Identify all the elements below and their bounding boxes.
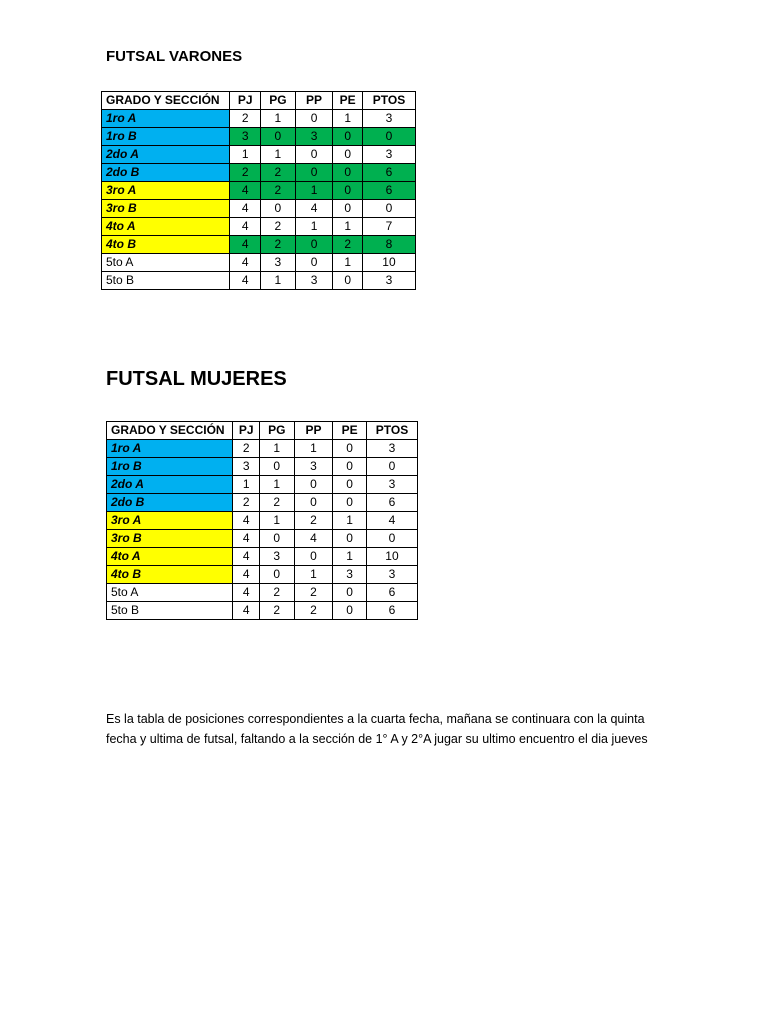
- stat-cell: 1: [259, 440, 294, 458]
- stat-cell: 4: [294, 530, 333, 548]
- note-line: fecha y ultima de futsal, faltando a la sección de 1° A y 2°A jugar su ultimo encuentro el dia jueves: [106, 732, 648, 746]
- stat-cell: 0: [261, 200, 296, 218]
- column-header: PTOS: [362, 92, 415, 110]
- stat-cell: 4: [230, 272, 261, 290]
- column-header: PE: [333, 92, 363, 110]
- table-row: [107, 530, 418, 548]
- column-header: PG: [261, 92, 296, 110]
- team-cell: 2do A: [107, 476, 233, 494]
- mujeres-table: [106, 421, 418, 620]
- table-row: [107, 476, 418, 494]
- stat-cell: 3: [295, 272, 333, 290]
- stat-cell: 3: [366, 476, 417, 494]
- table-row: [102, 272, 416, 290]
- stat-cell: 10: [362, 254, 415, 272]
- table-row: [102, 236, 416, 254]
- stat-cell: 6: [366, 494, 417, 512]
- stat-cell: 4: [233, 512, 260, 530]
- stat-cell: 1: [261, 110, 296, 128]
- team-cell: 2do A: [102, 146, 230, 164]
- stat-cell: 0: [366, 530, 417, 548]
- stat-cell: 0: [333, 458, 367, 476]
- stat-cell: 2: [230, 110, 261, 128]
- stat-cell: 3: [362, 146, 415, 164]
- stat-cell: 0: [333, 182, 363, 200]
- stat-cell: 1: [333, 254, 363, 272]
- stat-cell: 0: [333, 128, 363, 146]
- stat-cell: 0: [294, 494, 333, 512]
- varones-title: FUTSAL VARONES: [106, 48, 243, 65]
- team-cell: 4to B: [102, 236, 230, 254]
- stat-cell: 2: [259, 584, 294, 602]
- stat-cell: 1: [333, 218, 363, 236]
- stat-cell: 0: [259, 458, 294, 476]
- column-header: PJ: [233, 422, 260, 440]
- stat-cell: 0: [295, 110, 333, 128]
- stat-cell: 0: [362, 128, 415, 146]
- table-row: [107, 458, 418, 476]
- stat-cell: 1: [230, 146, 261, 164]
- table-row: [107, 584, 418, 602]
- team-cell: 5to B: [107, 602, 233, 620]
- stat-cell: 1: [295, 182, 333, 200]
- column-header-team: GRADO Y SECCIÓN: [102, 92, 230, 110]
- column-header: PG: [259, 422, 294, 440]
- stat-cell: 4: [230, 254, 261, 272]
- stat-cell: 4: [233, 548, 260, 566]
- note-paragraph: [106, 709, 686, 749]
- stat-cell: 0: [259, 566, 294, 584]
- note-line: Es la tabla de posiciones correspondientes a la cuarta fecha, mañana se continuara con la quinta: [106, 712, 645, 726]
- stat-cell: 6: [362, 182, 415, 200]
- stat-cell: 1: [333, 512, 367, 530]
- stat-cell: 6: [362, 164, 415, 182]
- team-cell: 4to B: [107, 566, 233, 584]
- mujeres-title: FUTSAL MUJERES: [106, 368, 287, 390]
- stat-cell: 1: [295, 218, 333, 236]
- stat-cell: 7: [362, 218, 415, 236]
- stat-cell: 0: [295, 164, 333, 182]
- stat-cell: 6: [366, 602, 417, 620]
- stat-cell: 0: [333, 146, 363, 164]
- stat-cell: 1: [294, 440, 333, 458]
- team-cell: 5to B: [102, 272, 230, 290]
- stat-cell: 1: [233, 476, 260, 494]
- team-cell: 1ro A: [102, 110, 230, 128]
- stat-cell: 6: [366, 584, 417, 602]
- stat-cell: 0: [333, 440, 367, 458]
- stat-cell: 0: [294, 476, 333, 494]
- table-row: [102, 146, 416, 164]
- stat-cell: 2: [261, 218, 296, 236]
- stat-cell: 1: [333, 548, 367, 566]
- table-row: [107, 494, 418, 512]
- stat-cell: 3: [294, 458, 333, 476]
- stat-cell: 3: [295, 128, 333, 146]
- team-cell: 4to A: [102, 218, 230, 236]
- stat-cell: 0: [362, 200, 415, 218]
- stat-cell: 1: [294, 566, 333, 584]
- table-header-row: [107, 422, 418, 440]
- stat-cell: 2: [233, 494, 260, 512]
- stat-cell: 4: [233, 602, 260, 620]
- column-header: PJ: [230, 92, 261, 110]
- table-row: [102, 182, 416, 200]
- stat-cell: 3: [362, 272, 415, 290]
- stat-cell: 2: [261, 182, 296, 200]
- column-header: PP: [294, 422, 333, 440]
- column-header: PTOS: [366, 422, 417, 440]
- team-cell: 2do B: [102, 164, 230, 182]
- team-cell: 2do B: [107, 494, 233, 512]
- team-cell: 3ro B: [102, 200, 230, 218]
- stat-cell: 0: [333, 272, 363, 290]
- team-cell: 1ro A: [107, 440, 233, 458]
- stat-cell: 10: [366, 548, 417, 566]
- stat-cell: 3: [261, 254, 296, 272]
- stat-cell: 4: [233, 584, 260, 602]
- stat-cell: 0: [333, 476, 367, 494]
- stat-cell: 2: [230, 164, 261, 182]
- stat-cell: 0: [333, 494, 367, 512]
- stat-cell: 2: [261, 236, 296, 254]
- stat-cell: 3: [362, 110, 415, 128]
- table-row: [102, 164, 416, 182]
- stat-cell: 3: [230, 128, 261, 146]
- stat-cell: 1: [259, 512, 294, 530]
- stat-cell: 1: [333, 110, 363, 128]
- stat-cell: 4: [230, 200, 261, 218]
- stat-cell: 0: [333, 164, 363, 182]
- table-header-row: [102, 92, 416, 110]
- stat-cell: 3: [366, 440, 417, 458]
- stat-cell: 0: [294, 548, 333, 566]
- team-cell: 1ro B: [107, 458, 233, 476]
- stat-cell: 4: [233, 566, 260, 584]
- stat-cell: 4: [295, 200, 333, 218]
- team-cell: 1ro B: [102, 128, 230, 146]
- stat-cell: 8: [362, 236, 415, 254]
- stat-cell: 2: [259, 602, 294, 620]
- stat-cell: 3: [233, 458, 260, 476]
- team-cell: 4to A: [107, 548, 233, 566]
- stat-cell: 4: [230, 182, 261, 200]
- team-cell: 3ro B: [107, 530, 233, 548]
- column-header: PP: [295, 92, 333, 110]
- stat-cell: 0: [333, 530, 367, 548]
- table-row: [102, 218, 416, 236]
- column-header-team: GRADO Y SECCIÓN: [107, 422, 233, 440]
- stat-cell: 0: [295, 236, 333, 254]
- stat-cell: 4: [230, 236, 261, 254]
- table-row: [107, 602, 418, 620]
- stat-cell: 0: [333, 602, 367, 620]
- table-row: [107, 548, 418, 566]
- team-cell: 5to A: [107, 584, 233, 602]
- table-row: [107, 512, 418, 530]
- table-row: [102, 110, 416, 128]
- stat-cell: 2: [294, 512, 333, 530]
- stat-cell: 2: [261, 164, 296, 182]
- team-cell: 5to A: [102, 254, 230, 272]
- table-row: [102, 128, 416, 146]
- stat-cell: 2: [333, 236, 363, 254]
- stat-cell: 4: [233, 530, 260, 548]
- stat-cell: 0: [295, 254, 333, 272]
- stat-cell: 1: [261, 146, 296, 164]
- stat-cell: 2: [259, 494, 294, 512]
- stat-cell: 0: [333, 200, 363, 218]
- table-row: [102, 200, 416, 218]
- team-cell: 3ro A: [102, 182, 230, 200]
- column-header: PE: [333, 422, 367, 440]
- stat-cell: 0: [259, 530, 294, 548]
- table-row: [102, 254, 416, 272]
- stat-cell: 4: [366, 512, 417, 530]
- stat-cell: 3: [333, 566, 367, 584]
- team-cell: 3ro A: [107, 512, 233, 530]
- stat-cell: 0: [333, 584, 367, 602]
- stat-cell: 0: [261, 128, 296, 146]
- stat-cell: 2: [294, 584, 333, 602]
- stat-cell: 4: [230, 218, 261, 236]
- varones-table: [101, 91, 416, 290]
- stat-cell: 3: [259, 548, 294, 566]
- stat-cell: 1: [261, 272, 296, 290]
- stat-cell: 1: [259, 476, 294, 494]
- stat-cell: 2: [294, 602, 333, 620]
- stat-cell: 0: [366, 458, 417, 476]
- table-row: [107, 566, 418, 584]
- stat-cell: 2: [233, 440, 260, 458]
- table-row: [107, 440, 418, 458]
- stat-cell: 3: [366, 566, 417, 584]
- stat-cell: 0: [295, 146, 333, 164]
